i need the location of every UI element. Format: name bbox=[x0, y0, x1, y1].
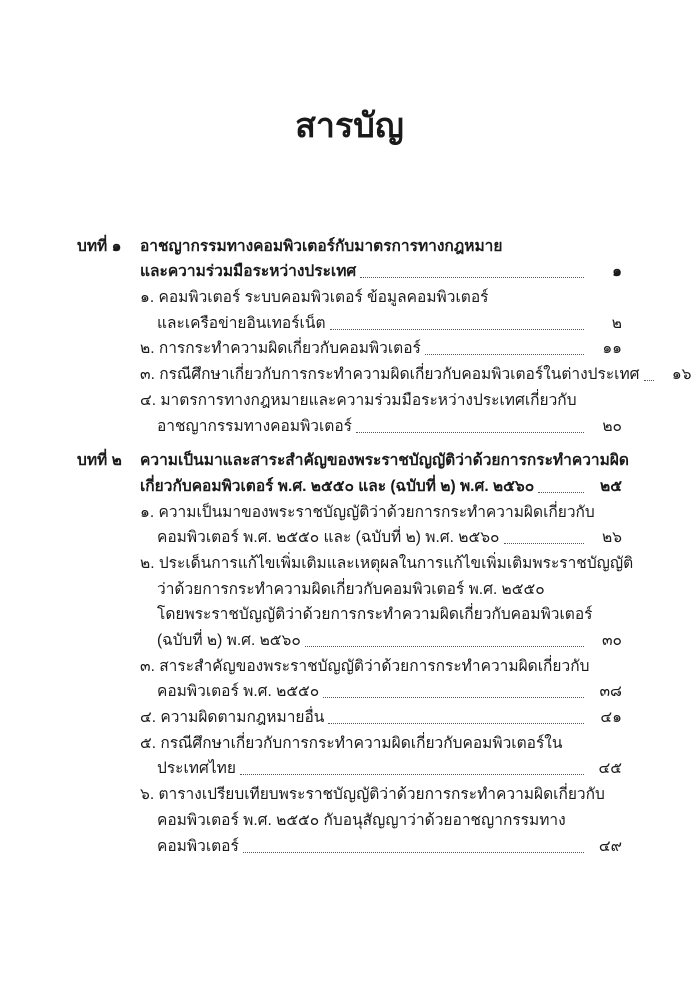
dot-leader bbox=[504, 543, 585, 544]
toc-line-text: ประเทศไทย bbox=[157, 760, 236, 778]
toc-line-text: คอมพิวเตอร์ พ.ศ. ๒๕๕๐ และ (ฉบับที่ ๒) พ.ศ. ๒๕๖๐ bbox=[157, 529, 500, 547]
toc-line-text: และความร่วมมือระหว่างประเทศ bbox=[140, 263, 357, 281]
toc-line bbox=[77, 601, 622, 627]
toc-line[interactable] bbox=[77, 258, 622, 284]
toc-line-text: ๔. มาตรการทางกฎหมายและความร่วมมือระหว่างประเทศเกี่ยวกับ bbox=[140, 391, 577, 409]
toc-line[interactable] bbox=[77, 360, 692, 386]
toc-line[interactable] bbox=[77, 755, 622, 781]
toc-line-text: ๒. ประเด็นการแก้ไขเพิ่มเติมและเหตุผลในการแก้ไขเพิ่มเติมพระราชบัญญัติ bbox=[140, 554, 634, 572]
dot-leader bbox=[305, 646, 584, 647]
chapter-entry bbox=[77, 447, 634, 858]
toc-line-text: คอมพิวเตอร์ พ.ศ. ๒๕๕๐ กับอนุสัญญาว่าด้วยอาชญากรรมทาง bbox=[157, 811, 566, 829]
dot-leader bbox=[323, 697, 584, 698]
page-number: ๓๘ bbox=[599, 683, 622, 701]
toc-line-text: ๒. การกระทำความผิดเกี่ยวกับคอมพิวเตอร์ bbox=[140, 340, 421, 358]
toc-line[interactable] bbox=[77, 703, 622, 729]
chapter-label: บทที่ ๒ bbox=[77, 452, 122, 470]
page-number: ๒๕ bbox=[600, 477, 622, 495]
toc-line-text: ความเป็นมาและสาระสำคัญของพระราชบัญญัติว่าด้วยการกระทำความผิด bbox=[140, 452, 629, 470]
chapter-entry bbox=[77, 232, 692, 438]
dot-leader bbox=[644, 380, 654, 381]
toc-line-text: คอมพิวเตอร์ bbox=[157, 837, 239, 855]
toc-line[interactable] bbox=[77, 309, 622, 335]
dot-leader bbox=[328, 723, 584, 724]
toc-line-text: ๓. กรณีศึกษาเกี่ยวกับการกระทำความผิดเกี่ยวกับคอมพิวเตอร์ในต่างประเทศ bbox=[140, 366, 640, 384]
dot-leader bbox=[425, 354, 584, 355]
toc-line[interactable] bbox=[77, 472, 622, 498]
page-number: ๑๑ bbox=[602, 340, 622, 358]
toc-line[interactable] bbox=[77, 335, 622, 361]
dot-leader bbox=[360, 277, 584, 278]
toc-line bbox=[77, 575, 622, 601]
page-number: ๒๐ bbox=[602, 417, 622, 435]
toc-line bbox=[77, 549, 634, 575]
dot-leader bbox=[243, 852, 584, 853]
toc-line-text: ๑. ความเป็นมาของพระราชบัญญัติว่าด้วยการกระทำความผิดเกี่ยวกับ bbox=[140, 503, 595, 521]
page-number: ๓๐ bbox=[601, 632, 622, 649]
toc-line[interactable] bbox=[77, 832, 622, 858]
toc-line bbox=[77, 780, 622, 806]
toc-line-text: ว่าด้วยการกระทำความผิดเกี่ยวกับคอมพิวเตอร์ พ.ศ. ๒๕๕๐ bbox=[157, 580, 545, 598]
chapter-label: บทที่ ๑ bbox=[77, 237, 122, 255]
toc-line-text: อาชญากรรมทางคอมพิวเตอร์กับมาตรการทางกฎหมาย bbox=[140, 237, 503, 255]
toc-line-text: และเครือข่ายอินเทอร์เน็ต bbox=[157, 314, 326, 332]
page-title: สารบัญ bbox=[295, 107, 404, 145]
toc-line-text: ๖. ตารางเปรียบเทียบพระราชบัญญัติว่าด้วยการกระทำความผิดเกี่ยวกับ bbox=[140, 786, 605, 804]
dot-leader bbox=[538, 492, 584, 493]
toc-line-text: ๔. ความผิดตามกฎหมายอื่น bbox=[140, 709, 325, 727]
toc-line bbox=[77, 386, 622, 412]
toc-line-text: ๕. กรณีศึกษาเกี่ยวกับการกระทำความผิดเกี่ยวกับคอมพิวเตอร์ใน bbox=[140, 734, 563, 752]
page-number: ๔๙ bbox=[598, 837, 622, 855]
toc-line bbox=[77, 232, 622, 258]
page-number: ๔๕ bbox=[598, 760, 622, 778]
toc-line-text: ๑. คอมพิวเตอร์ ระบบคอมพิวเตอร์ ข้อมูลคอมพิวเตอร์ bbox=[140, 289, 489, 307]
dot-leader bbox=[240, 774, 584, 775]
page-number: ๑๖ bbox=[671, 366, 692, 384]
toc-line[interactable] bbox=[77, 412, 622, 438]
toc-line-text: โดยพระราชบัญญัติว่าด้วยการกระทำความผิดเกี่ยวกับคอมพิวเตอร์ bbox=[157, 606, 593, 624]
toc-line-text: คอมพิวเตอร์ พ.ศ. ๒๕๕๐ bbox=[157, 683, 320, 701]
dot-leader bbox=[330, 329, 584, 330]
toc-line bbox=[77, 729, 622, 755]
dot-leader bbox=[356, 432, 584, 433]
toc-line-text: ๓. สาระสำคัญของพระราชบัญญัติว่าด้วยการกระทำความผิดเกี่ยวกับ bbox=[140, 657, 590, 675]
toc-line[interactable] bbox=[77, 626, 622, 652]
page-number: ๒๖ bbox=[601, 529, 622, 547]
toc-line bbox=[77, 498, 622, 524]
toc-line-text: (ฉบับที่ ๒) พ.ศ. ๒๕๖๐ bbox=[157, 632, 301, 649]
toc-line[interactable] bbox=[77, 524, 622, 550]
toc-line bbox=[77, 652, 622, 678]
page-number: ๑ bbox=[612, 263, 622, 281]
toc-line-text: อาชญากรรมทางคอมพิวเตอร์ bbox=[157, 417, 352, 435]
toc-line bbox=[77, 806, 622, 832]
toc-line bbox=[77, 447, 629, 473]
toc-line-text: เกี่ยวกับคอมพิวเตอร์ พ.ศ. ๒๕๕๐ และ (ฉบับที่ ๒) พ.ศ. ๒๕๖๐ bbox=[140, 477, 535, 495]
toc-line[interactable] bbox=[77, 678, 622, 704]
page-number: ๒ bbox=[611, 314, 622, 332]
toc-line bbox=[77, 283, 622, 309]
page-number: ๔๑ bbox=[600, 709, 622, 727]
table-of-contents bbox=[77, 232, 692, 867]
